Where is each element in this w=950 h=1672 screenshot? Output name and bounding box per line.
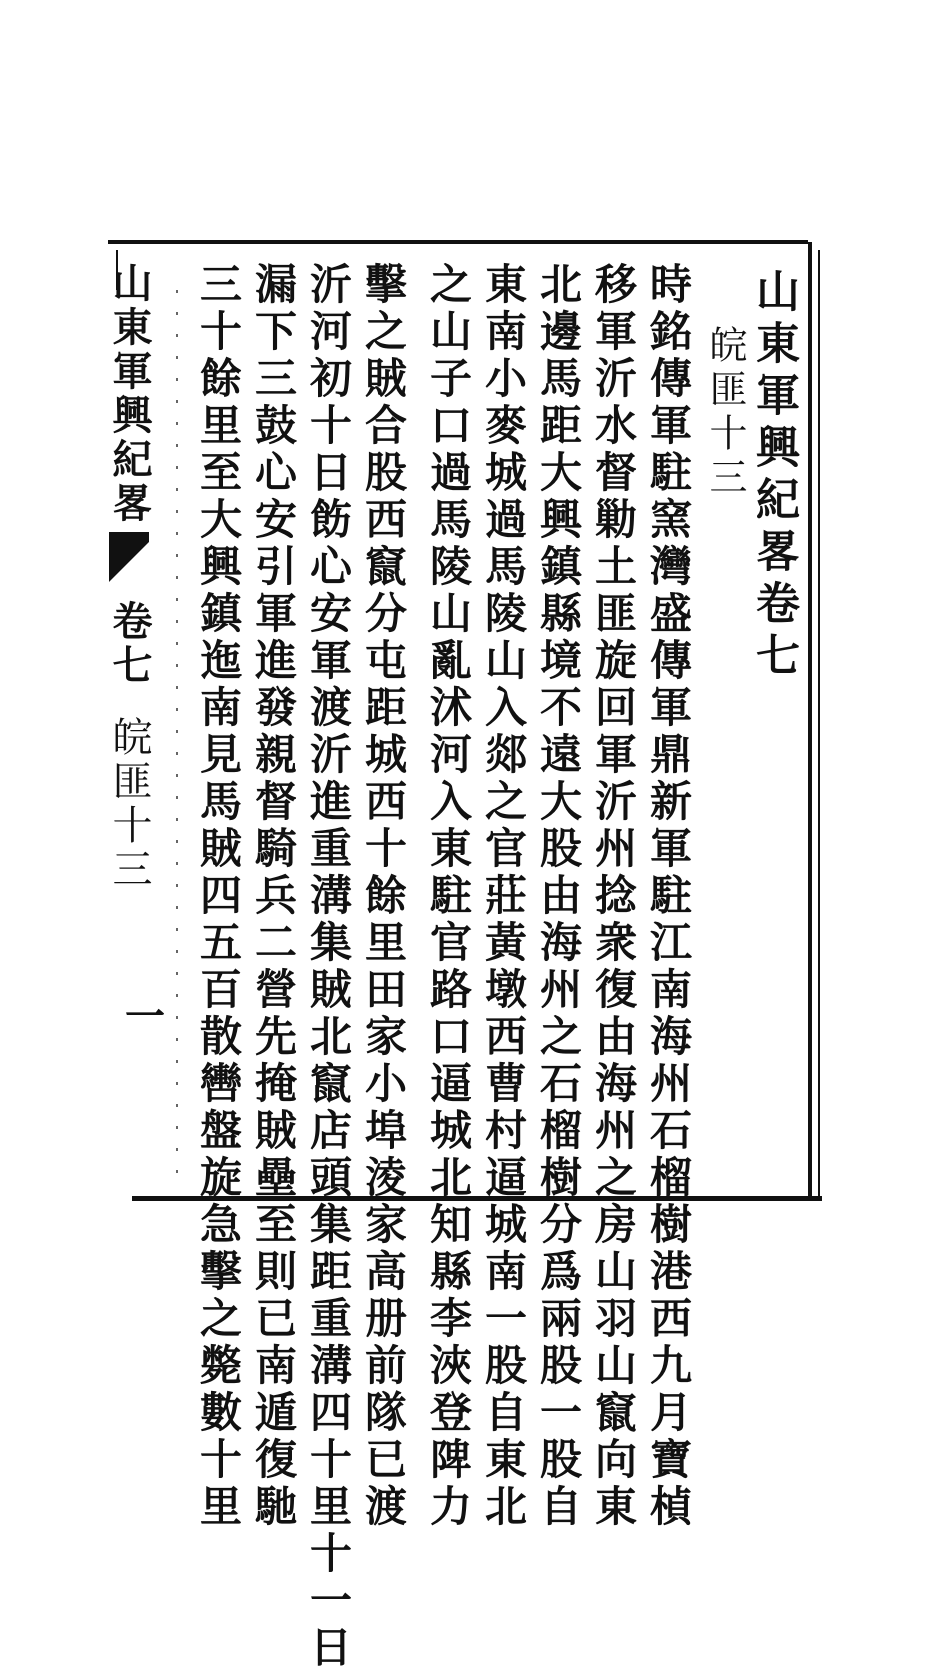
text-column-9: 三十餘里至大興鎮迤南見馬賊四五百散轡盤旋急擊之斃數十里: [194, 262, 243, 1531]
fishtail-mark-icon: [109, 532, 149, 582]
page-margin-label: [106, 262, 158, 892]
text-column-6: 擊之賊合股西竄分屯距城西十餘里田家小埠淩家高册前隊已渡: [359, 262, 408, 1531]
text-column-5: 之山子口過馬陵山亂沭河入東駐官路口逼城北知縣李浹登陴力: [424, 262, 473, 1531]
text-column-2: 移軍沂水督勦土匪旋回軍沂州捻衆復由海州之房山羽山竄向東: [589, 262, 638, 1531]
text-column-1: 時銘傳軍駐窯灣盛傳軍鼎新軍駐江南海州石榴樹港西九月寶楨: [644, 262, 693, 1531]
chapter-title: 山東軍興紀畧卷七: [748, 268, 799, 684]
margin-section: 皖匪十三: [106, 716, 152, 892]
text-column-8: 漏下三鼓心安引軍進發親督騎兵二營先掩賊壘至則已南遁復馳: [249, 262, 298, 1531]
frame-top-border: [108, 240, 808, 244]
margin-volume: 卷七: [106, 600, 153, 688]
text-column-7: 沂河初十日飭心安軍渡沂進重溝集賊北竄店頭集距重溝四十里十一日: [304, 262, 353, 1672]
text-column-4: 東南小麥城過馬陵山入郯之官莊黃墩西曹村逼城南一股自東北: [479, 262, 528, 1531]
text-column-3: 北邊馬距大興鎮縣境不遠大股由海州之石榴樹分爲兩股一股自: [534, 262, 583, 1531]
frame-right-border: [808, 242, 812, 1199]
margin-book-title: 山東軍興紀畧: [106, 262, 153, 526]
margin-divider: [176, 290, 178, 1190]
page-number: 一: [125, 993, 165, 1040]
section-title: 皖匪十三: [703, 325, 747, 501]
frame-right-inner-border: [818, 250, 820, 1200]
